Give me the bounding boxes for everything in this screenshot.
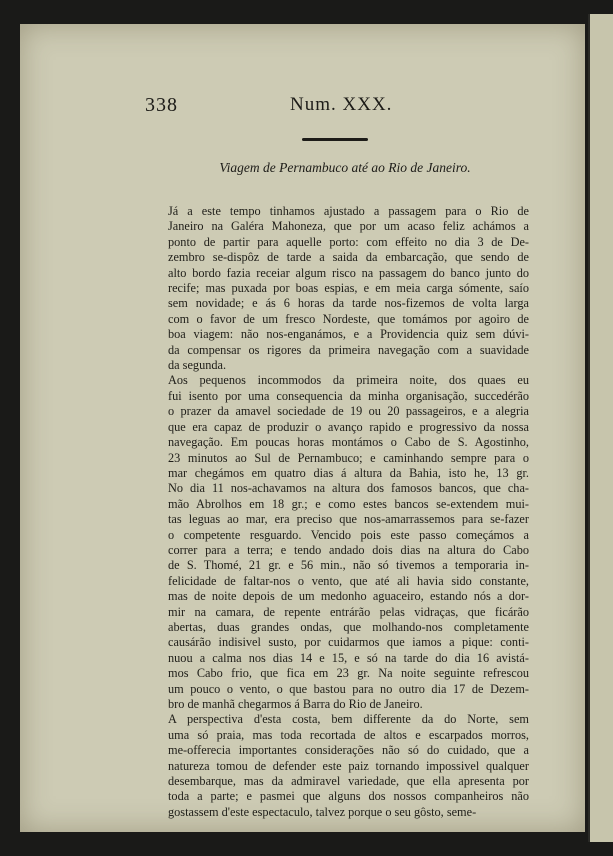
paragraph-2 xyxy=(146,373,529,712)
paragraph-3 xyxy=(146,712,529,820)
text-line: 23 minutos ao Sul de Pernambuco; e caminhando sempre para o xyxy=(168,450,529,465)
text-line: o prazer da amavel sociedade de 19 ou 20 passageiros, e a alegria xyxy=(168,404,529,419)
text-line: causárão indisivel susto, por cuidarmos que iamos a pique: conti- xyxy=(168,635,529,650)
text-line: Já a este tempo tinhamos ajustado a passagem para o Rio de xyxy=(168,204,529,218)
text-line: mão Abrolhos em 18 gr.; e como estes bancos se-extendem mui- xyxy=(168,496,529,511)
text-line: fui isento por uma consequencia da minha organisação, succedérão xyxy=(168,388,529,403)
text-line: da segunda. xyxy=(168,358,227,373)
text-line: desembarque, mas da admiravel variedade, que ella apresenta por xyxy=(168,774,529,789)
text-line: boa viagem: não nos-enganámos, e a Providencia quiz sem dúvi- xyxy=(168,327,529,342)
text-line: nuou a calma nos dias 14 e 15, e só na tarde do dia 16 avistá- xyxy=(168,650,529,665)
text-line: sem novidade; e ás 6 horas da tarde nos-fizemos de volta larga xyxy=(168,296,529,311)
text-line: me-offerecia importantes considerações não só do cuidado, que a xyxy=(168,743,529,758)
text-line: mos Cabo frio, que fica em 23 gr. Na noite seguinte refrescou xyxy=(168,666,529,681)
text-line: tas leguas ao mar, era preciso que nos-amarrassemos para se-fazer xyxy=(168,512,529,527)
text-line: de S. Thomé, 21 gr. e 56 min., não só tivemos a temporaria in- xyxy=(168,558,529,573)
text-line: Aos pequenos incommodos da primeira noite, dos quaes eu xyxy=(168,373,529,388)
text-line: gostassem d'este espectaculo, talvez porque o seu gôsto, seme- xyxy=(168,804,477,819)
text-line: mar chegámos em quatro dias á altura da Bahia, isto he, 13 gr. xyxy=(168,465,529,480)
running-head: Num. XXX. xyxy=(290,94,393,115)
text-line: com o favor de um fresco Nordeste, que tomámos por agoiro de xyxy=(168,311,529,326)
text-line: natureza tomou de defender este paiz tornando impossivel qualquer xyxy=(168,758,529,773)
text-line: recife; mas puxada por boas espias, e em meia carga sómente, saío xyxy=(168,281,529,296)
text-line: zembro se-dispôz de tarde a saida da embarcação, que sendo de xyxy=(168,250,529,265)
article-body xyxy=(146,204,529,820)
paragraph-1 xyxy=(146,204,529,373)
text-line: No dia 11 nos-achavamos na altura dos famosos bancos, que cha- xyxy=(168,481,529,496)
ornamental-rule xyxy=(302,138,368,141)
text-line: abertas, duas grandes ondas, que molhando-nos completamente xyxy=(168,619,529,634)
text-line: o competente resguardo. Vencido pois este passo começámos a xyxy=(168,527,529,542)
text-line: uma só praia, mas toda recortada de altos e escarpados morros, xyxy=(168,727,529,742)
text-line: Janeiro na Galéra Mahoneza, que por um acaso feliz achámos a xyxy=(168,219,529,234)
text-line: bro de manhã chegarmos á Barra do Rio de Janeiro. xyxy=(168,697,423,711)
page-number: 338 xyxy=(145,94,178,116)
adjacent-page-edge xyxy=(588,14,613,842)
text-line: A perspectiva d'esta costa, bem differente da do Norte, sem xyxy=(168,712,529,727)
text-line: felicidade de faltar-nos o vento, que até ali havia sido constante, xyxy=(168,573,529,588)
text-line: ponto de partir para aquelle porto: com effeito no dia 3 de De- xyxy=(168,234,529,249)
text-line: um pouco o vento, o que bastou para no outro dia 17 de Dezem- xyxy=(168,681,529,696)
text-line: toda a parte; e pasmei que alguns dos nossos companheiros não xyxy=(168,789,529,804)
article-title: Viagem de Pernambuco até ao Rio de Janeiro. xyxy=(219,160,471,175)
text-line: mir na camara, de repente entrárão pelas vidraças, que ficárão xyxy=(168,604,529,619)
text-line: que era capaz de produzir o avanço rapido e progressivo da nossa xyxy=(168,419,529,434)
page-header xyxy=(145,94,545,122)
text-line: mas de noite depois de um medonho aguaceiro, estando nós a dor- xyxy=(168,589,529,604)
text-line: alto bordo fazia receiar algum risco na passagem do banco junto do xyxy=(168,265,529,280)
text-line: correr para a terra; e tendo andado dois dias na altura do Cabo xyxy=(168,542,529,557)
text-line: navegação. Em poucas horas montámos o Cabo de S. Agostinho, xyxy=(168,435,529,450)
text-line: da compensar os rigores da primeira navegação com a suavidade xyxy=(168,342,529,357)
